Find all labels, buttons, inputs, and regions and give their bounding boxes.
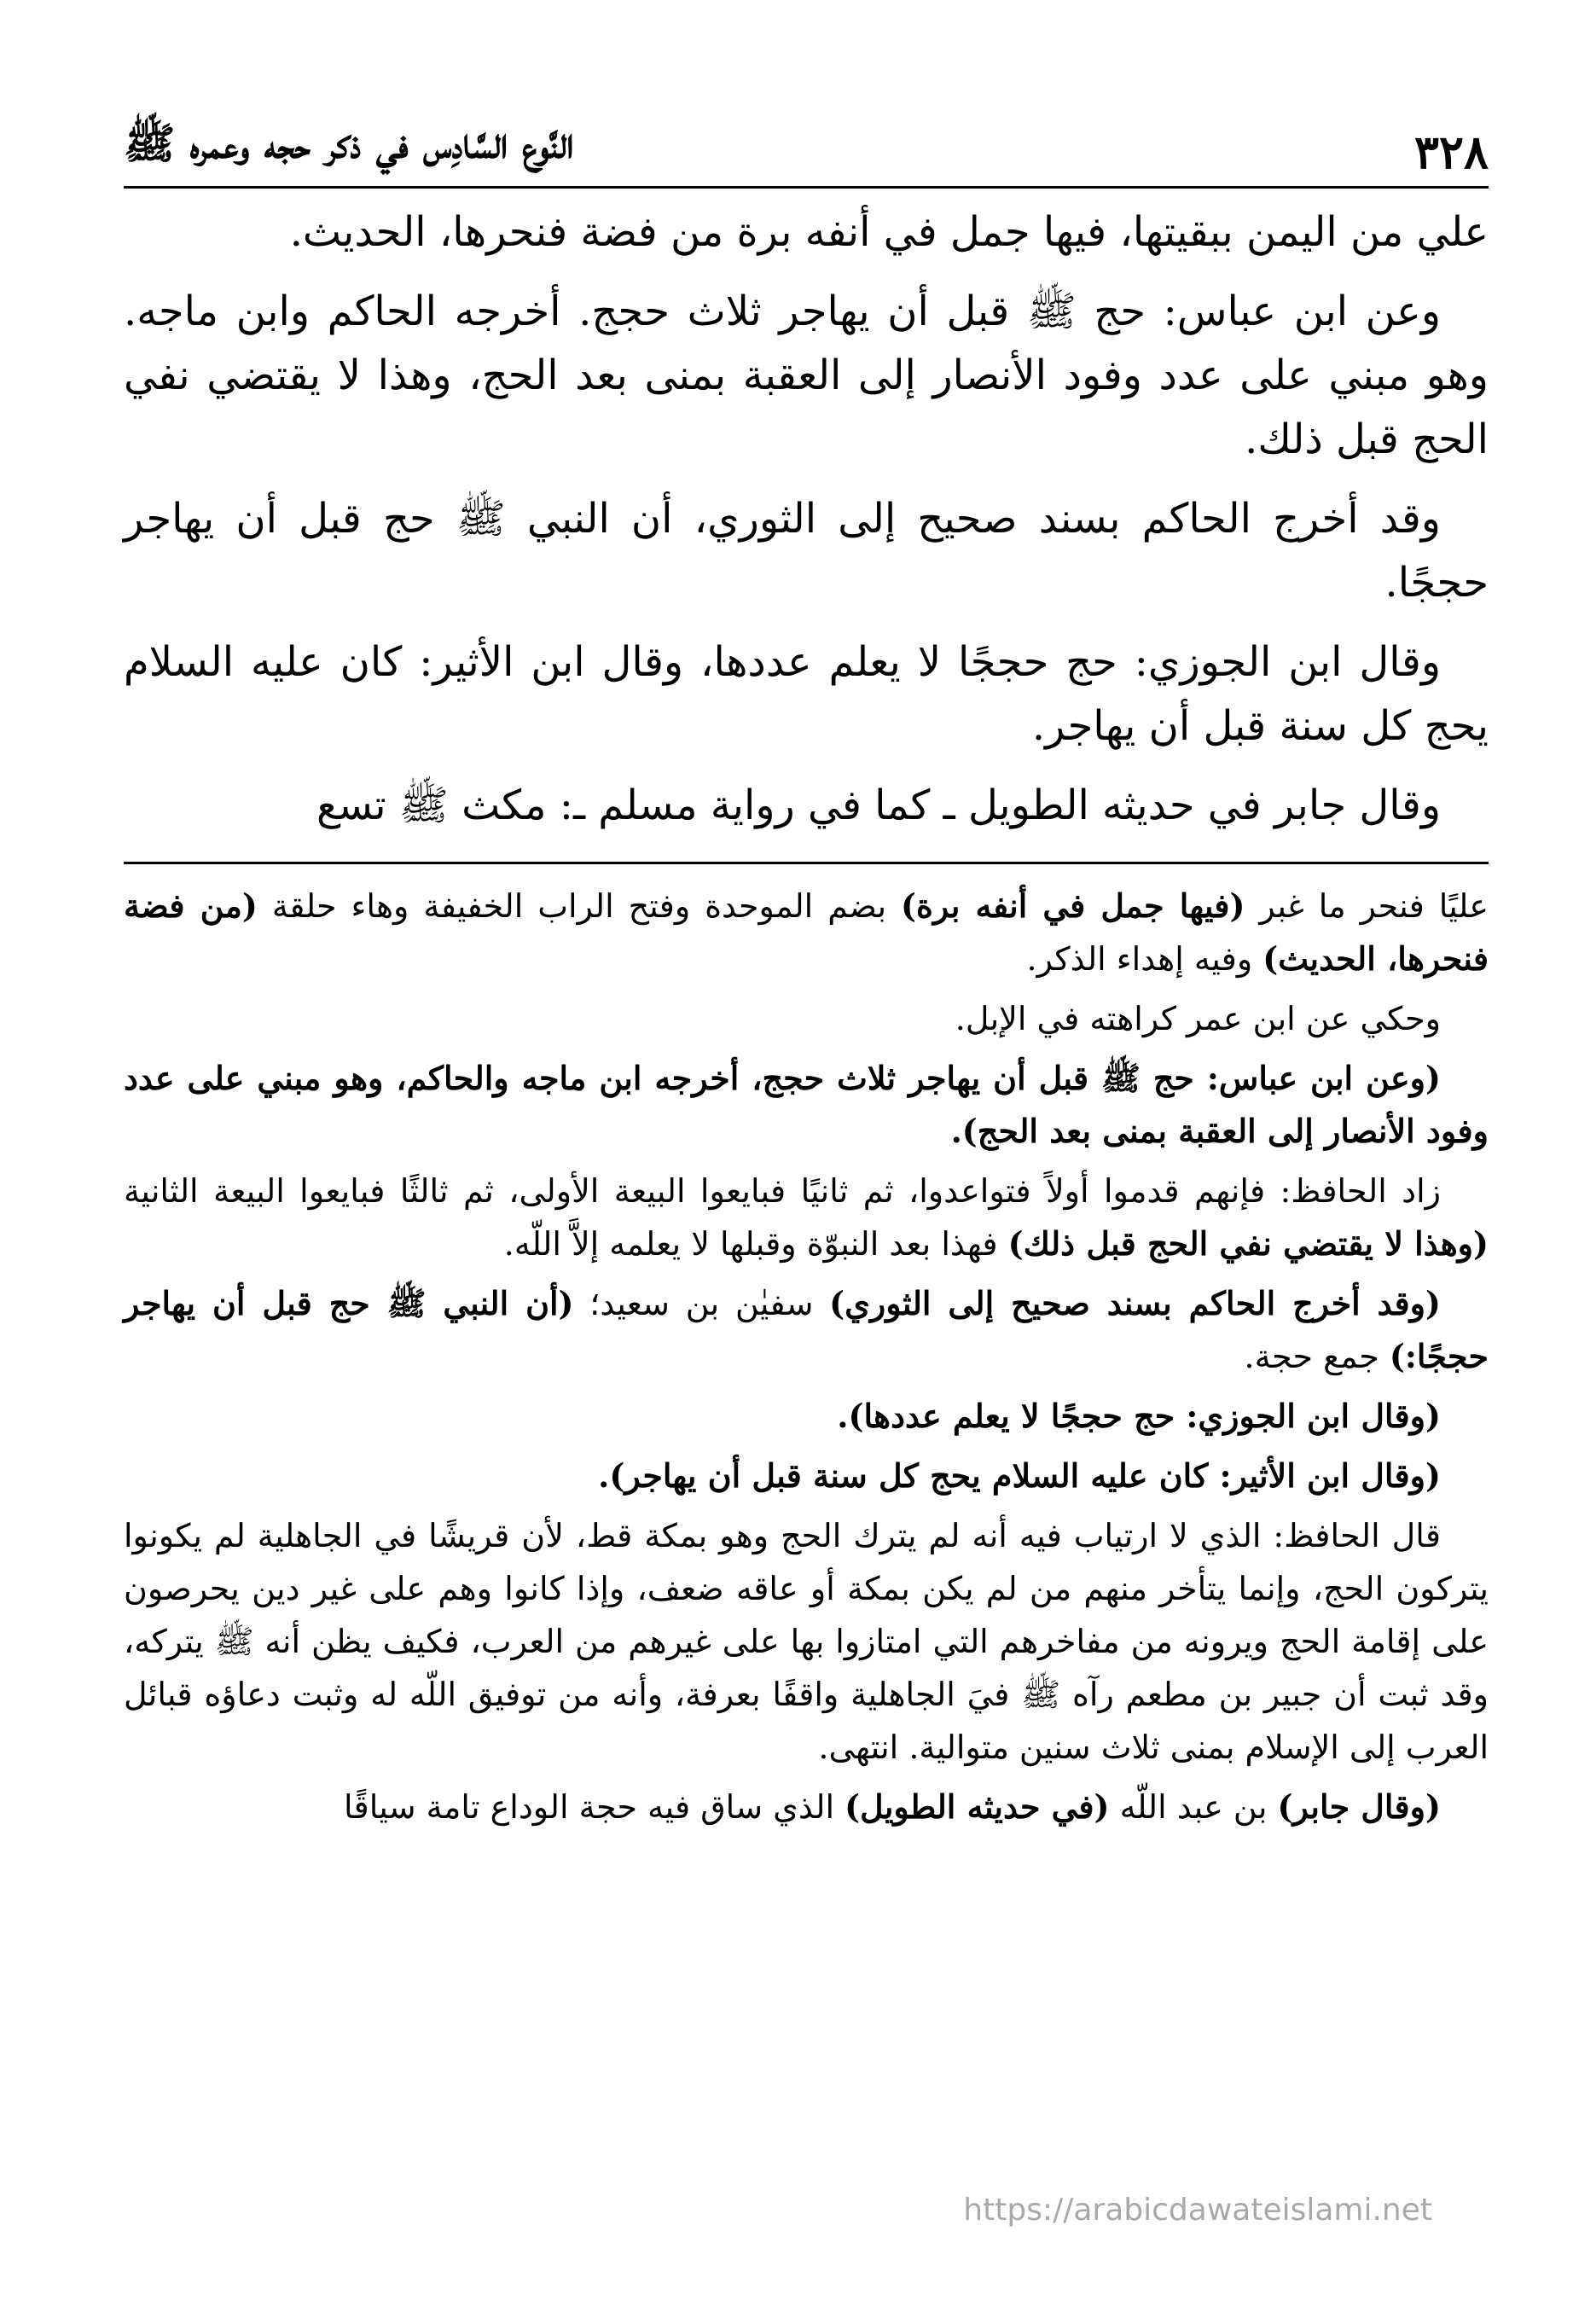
note-quote: (وقال جابر): [1277, 1787, 1441, 1826]
note-7: (وقال ابن الأثير: كان عليه السلام يحج كل سنة قبل أن يهاجر).: [598, 1456, 1441, 1495]
chapter-title: النَّوع السَّادِس في ذكر حجه وعمره ﷺ: [124, 118, 574, 168]
note-text: فهذا بعد النبوّة وقبلها لا يعلمه إلاَّ اللّه.: [503, 1225, 1008, 1263]
note-text: جمع حجة.: [1244, 1338, 1390, 1375]
note-text: سفيٰن بن سعيد؛: [573, 1285, 830, 1322]
note-quote: (من فضة فنحرها، الحديث): [124, 886, 1489, 978]
note-8: قال الحافظ: الذي لا ارتياب فيه أنه لم يترك الحج وهو بمكة قط، لأن قريشًا في الجاهلية لم يكونوا يتركون الحج، وإنما يتأخر منهم من لم يكن بمكة أو عاقه ضعف، وإذا كانوا وهم على غير دين يحرصون على إقامة الحج ويرونه من مفاخرهم التي امتازوا بها على غيرهم من العرب، فكيف يظن أنه ﷺ يتركه، وقد ثبت أن جبير بن مطعم رآه ﷺ فيَ الجاهلية واقفًا بعرفة، وأنه من توفيق اللّه له وثبت دعاؤه قبائل العرب إلى الإسلام بمنى ثلاث سنين متوالية. انتهى.: [124, 1517, 1489, 1766]
main-paragraph-3: وقد أخرج الحاكم بسند صحيح إلى الثوري، أن النبي ﷺ حج قبل أن يهاجر حججًا.: [124, 495, 1489, 607]
note-1: [124, 880, 1489, 985]
note-6: (وقال ابن الجوزي: حج حججًا لا يعلم عددها).: [837, 1397, 1441, 1435]
note-quote: (أن النبي ﷺ حج قبل أن يهاجر حججًا:): [124, 1284, 1489, 1375]
main-paragraph-5: وقال جابر في حديثه الطويل ـ كما في رواية مسلم ـ: مكث ﷺ تسع: [316, 781, 1441, 829]
note-2: وحكي عن ابن عمر كراهته في الإبل.: [955, 1000, 1441, 1037]
main-paragraph-1: علي من اليمن ببقيتها، فيها جمل في أنفه برة من فضة فنحرها، الحديث.: [289, 208, 1489, 256]
note-quote: (في حديثه الطويل): [845, 1787, 1110, 1826]
note-text: عليًا فنحر ما غبر: [1245, 887, 1489, 925]
main-paragraph-2: وعن ابن عباس: حج ﷺ قبل أن يهاجر ثلاث حجج. أخرجه الحاكم وابن ماجه. وهو مبني على عدد وفود الأنصار إلى العقبة بمنى بعد الحج، وهذا لا يقتضي نفي الحج قبل ذلك.: [124, 288, 1489, 463]
note-text: الذي ساق فيه حجة الوداع تامة سياقًا: [343, 1788, 845, 1826]
note-quote: (وقد أخرج الحاكم بسند صحيح إلى الثوري): [829, 1284, 1441, 1322]
note-text: زاد الحافظ: فإنهم قدموا أولاً فتواعدوا، ثم ثانيًا فبايعوا البيعة الأولى، ثم ثالثًا فبايعوا البيعة الثانية: [124, 1172, 1441, 1210]
note-text: وفيه إهداء الذكر.: [1026, 940, 1263, 978]
book-page: [124, 102, 1489, 1840]
note-text: بضم الموحدة وفتح الراب الخفيفة وهاء حلقة: [257, 887, 901, 925]
note-3: (وعن ابن عباس: حج ﷺ قبل أن يهاجر ثلاث حجج، أخرجه ابن ماجه والحاكم، وهو مبني على عدد وفود الأنصار إلى العقبة بمنى بعد الحج).: [124, 1059, 1489, 1150]
page-number: ٣٢٨: [1413, 125, 1489, 179]
note-9: [124, 1781, 1489, 1833]
footnote-separator: [124, 862, 1489, 864]
note-text: بن عبد اللّه: [1109, 1788, 1278, 1826]
main-text: [124, 189, 1489, 838]
watermark-url: https://arabicdawateislami.net: [963, 2193, 1432, 2228]
main-paragraph-4: وقال ابن الجوزي: حج حججًا لا يعلم عددها، وقال ابن الأثير: كان عليه السلام يحج كل سنة قبل أن يهاجر.: [124, 638, 1489, 750]
page-header: [124, 102, 1489, 189]
note-4: [124, 1165, 1489, 1270]
commentary: [124, 880, 1489, 1833]
note-quote: (وهذا لا يقتضي نفي الحج قبل ذلك): [1007, 1224, 1489, 1263]
note-quote: (فيها جمل في أنفه برة): [901, 886, 1245, 925]
note-5: [124, 1277, 1489, 1383]
